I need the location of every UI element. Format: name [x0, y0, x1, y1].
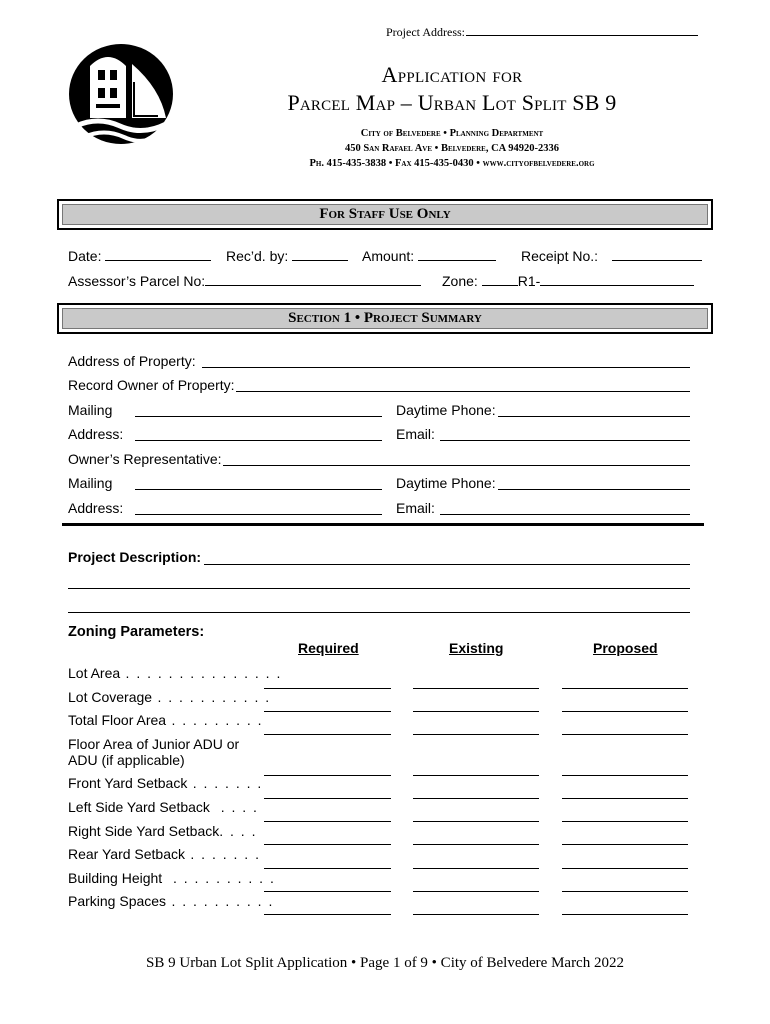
- row-label: Lot Area: [68, 665, 121, 681]
- staff-use-heading: For Staff Use Only: [62, 204, 708, 225]
- section-1-band: [57, 303, 713, 334]
- project-description-label: Project Description:: [68, 549, 202, 565]
- zoning-proposed-line-10[interactable]: [562, 914, 688, 915]
- row-lot-area: [68, 665, 282, 681]
- rep-address-line[interactable]: [135, 514, 382, 515]
- row-junior-adu-2: ADU (if applicable): [68, 752, 185, 768]
- application-title: [236, 62, 668, 116]
- parcel-label: Assessor’s Parcel No:: [68, 273, 206, 289]
- city-contact-block: [236, 126, 668, 171]
- row-right-side-yard: [68, 823, 257, 839]
- row-label: Lot Coverage: [68, 689, 153, 705]
- zone-line-b[interactable]: [540, 285, 694, 286]
- zoning-proposed-line-6[interactable]: [562, 821, 688, 822]
- owner-address-line[interactable]: [135, 440, 382, 441]
- zoning-required-line-7[interactable]: [264, 844, 391, 845]
- row-dots: . . . . . . . . . . . . . . .: [120, 665, 282, 681]
- row-label: Rear Yard Setback: [68, 846, 185, 862]
- recd-line[interactable]: [292, 260, 348, 261]
- row-dots: . . . .: [209, 799, 259, 815]
- owner-email-line[interactable]: [440, 440, 690, 441]
- row-label: Parking Spaces: [68, 893, 167, 909]
- staff-recd-field[interactable]: [226, 248, 348, 264]
- col-proposed: Proposed: [593, 640, 658, 656]
- project-address-line[interactable]: [466, 24, 698, 36]
- row-dots: . . . . . . .: [187, 775, 263, 791]
- zoning-required-line-2[interactable]: [264, 711, 391, 712]
- rep-email-label: Email:: [396, 500, 435, 516]
- address-of-property-line[interactable]: [202, 367, 690, 368]
- row-label: Right Side Yard Setback: [68, 823, 220, 839]
- owner-address-label: Address:: [68, 426, 124, 442]
- city-department-line: City of Belvedere • Planning Department: [360, 128, 544, 139]
- row-label: Left Side Yard Setback: [68, 799, 210, 815]
- record-owner-line[interactable]: [236, 391, 690, 392]
- zoning-required-line-10[interactable]: [264, 914, 391, 915]
- zoning-proposed-line-5[interactable]: [562, 798, 688, 799]
- row-dots: . . . . . . . . . .: [162, 870, 276, 886]
- zoning-proposed-line-4[interactable]: [562, 775, 688, 776]
- record-owner-label: Record Owner of Property:: [68, 377, 235, 393]
- zoning-existing-line-10[interactable]: [413, 914, 539, 915]
- row-junior-adu-1: Floor Area of Junior ADU or: [68, 736, 240, 752]
- section-1-heading: Section 1 • Project Summary: [62, 308, 708, 329]
- row-label: Total Floor Area: [68, 712, 167, 728]
- zoning-existing-line-3[interactable]: [413, 734, 539, 735]
- city-phone-line: Ph. 415-435-3838 • Fax 415-435-0430 • www.cityofbelvedere.org: [309, 158, 595, 169]
- zoning-existing-line-6[interactable]: [413, 821, 539, 822]
- project-description-line-3[interactable]: [68, 612, 690, 613]
- city-of-belvedere-logo: [68, 42, 174, 146]
- recd-label: Rec’d. by:: [226, 248, 289, 264]
- zone-label: Zone:: [442, 273, 478, 289]
- project-description-line-1[interactable]: [204, 564, 690, 565]
- zoning-required-line-9[interactable]: [264, 891, 391, 892]
- date-label: Date:: [68, 248, 102, 264]
- staff-receipt-field[interactable]: [521, 248, 702, 264]
- page-footer: SB 9 Urban Lot Split Application • Page 1 of 9 • City of Belvedere March 2022: [146, 955, 624, 971]
- zoning-required-line-1[interactable]: [264, 688, 391, 689]
- owners-rep-line[interactable]: [223, 465, 690, 466]
- staff-date-field[interactable]: [68, 248, 211, 264]
- rep-email-line[interactable]: [440, 514, 690, 515]
- rep-address-label: Address:: [68, 500, 124, 516]
- zoning-existing-line-5[interactable]: [413, 798, 539, 799]
- zoning-required-line-8[interactable]: [264, 868, 391, 869]
- title-line-2: Parcel Map – Urban Lot Split SB 9: [287, 90, 617, 115]
- zone-prefix: R1-: [517, 273, 541, 289]
- section-divider: [62, 523, 704, 526]
- owner-phone-label: Daytime Phone:: [396, 402, 496, 418]
- zoning-existing-line-1[interactable]: [413, 688, 539, 689]
- zone-line-a[interactable]: [482, 285, 518, 286]
- zoning-proposed-line-2[interactable]: [562, 711, 688, 712]
- address-of-property-label: Address of Property:: [68, 353, 196, 369]
- zoning-existing-line-4[interactable]: [413, 775, 539, 776]
- row-dots: . . . . . . . . . .: [166, 893, 274, 909]
- staff-amount-field[interactable]: [362, 248, 496, 264]
- row-rear-yard: [68, 846, 260, 862]
- receipt-line[interactable]: [612, 260, 702, 261]
- row-building-height: [68, 870, 275, 886]
- zoning-proposed-line-7[interactable]: [562, 844, 688, 845]
- row-label: Building Height: [68, 870, 163, 886]
- zoning-existing-line-7[interactable]: [413, 844, 539, 845]
- rep-phone-label: Daytime Phone:: [396, 475, 496, 491]
- row-lot-coverage: [68, 689, 271, 705]
- col-required: Required: [298, 640, 359, 656]
- owner-email-label: Email:: [396, 426, 435, 442]
- row-parking-spaces: [68, 893, 274, 909]
- owners-rep-label: Owner’s Representative:: [68, 451, 222, 467]
- row-label: Front Yard Setback: [68, 775, 188, 791]
- zoning-existing-line-2[interactable]: [413, 711, 539, 712]
- date-line[interactable]: [105, 260, 211, 261]
- rep-phone-line[interactable]: [498, 489, 690, 490]
- row-dots: . . . . . . . . .: [166, 712, 264, 728]
- staff-parcel-field[interactable]: [68, 273, 421, 289]
- col-existing: Existing: [449, 640, 504, 656]
- project-address-field[interactable]: [386, 24, 698, 40]
- city-address-line: 450 San Rafael Ave • Belvedere, CA 94920-2336: [344, 143, 560, 154]
- zoning-required-line-4[interactable]: [264, 775, 391, 776]
- staff-use-band: [57, 199, 713, 230]
- zoning-parameters-heading: Zoning Parameters:: [68, 624, 205, 640]
- zoning-proposed-line-3[interactable]: [562, 734, 688, 735]
- zoning-required-line-5[interactable]: [264, 798, 391, 799]
- amount-label: Amount:: [362, 248, 415, 264]
- zoning-existing-line-9[interactable]: [413, 891, 539, 892]
- zoning-existing-line-8[interactable]: [413, 868, 539, 869]
- owner-mailing-label: Mailing: [68, 402, 113, 418]
- zoning-proposed-line-9[interactable]: [562, 891, 688, 892]
- row-total-floor-area: [68, 712, 263, 728]
- project-address-label: Project Address:: [386, 25, 465, 39]
- owner-phone-line[interactable]: [498, 416, 690, 417]
- staff-zone-field[interactable]: [442, 273, 694, 289]
- zoning-required-line-3[interactable]: [264, 734, 391, 735]
- zoning-required-line-6[interactable]: [264, 821, 391, 822]
- owner-mailing-line[interactable]: [135, 416, 382, 417]
- rep-mailing-line[interactable]: [135, 489, 382, 490]
- row-front-yard: [68, 775, 263, 791]
- parcel-line[interactable]: [205, 285, 421, 286]
- zoning-proposed-line-1[interactable]: [562, 688, 688, 689]
- zoning-proposed-line-8[interactable]: [562, 868, 688, 869]
- row-dots: . . . .: [219, 823, 257, 839]
- row-dots: . . . . . . .: [185, 846, 261, 862]
- receipt-label: Receipt No.:: [521, 248, 599, 264]
- amount-line[interactable]: [418, 260, 496, 261]
- title-line-1: Application for: [381, 62, 523, 87]
- project-description-line-2[interactable]: [68, 588, 690, 589]
- row-left-side-yard: [68, 799, 258, 815]
- row-dots: . . . . . . . . . . .: [152, 689, 271, 705]
- rep-mailing-label: Mailing: [68, 475, 113, 491]
